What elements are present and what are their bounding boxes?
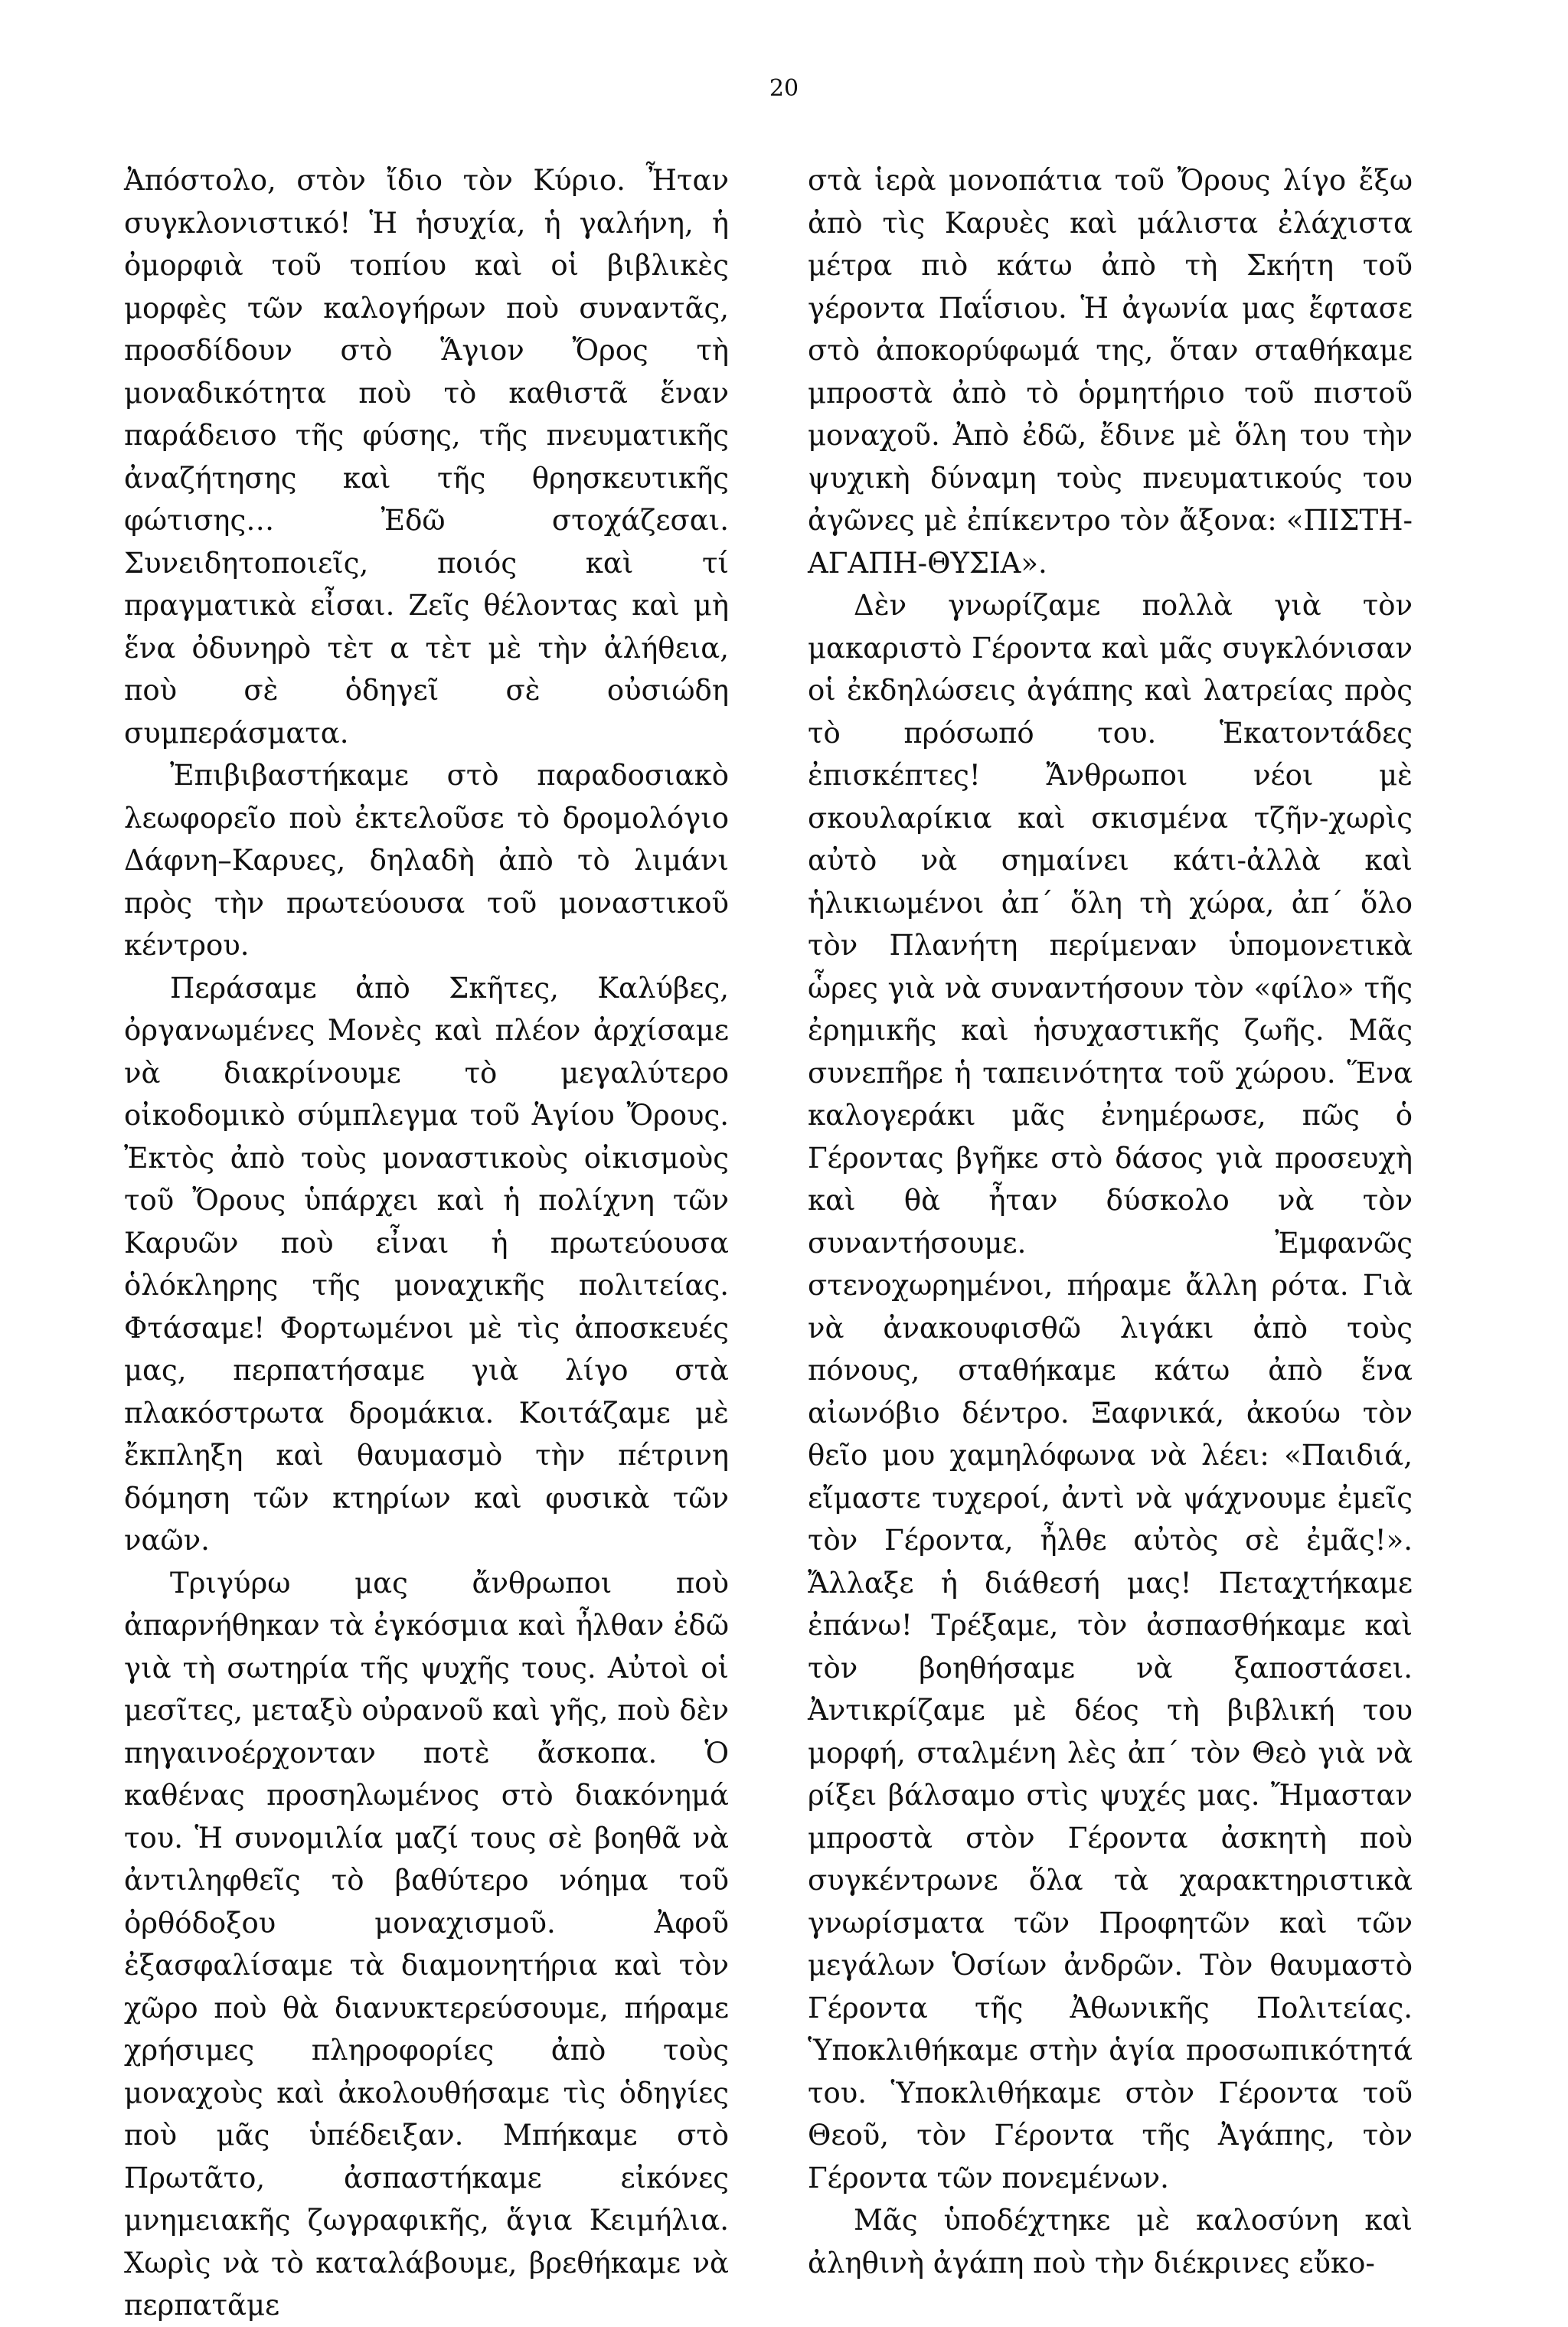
left-column [124, 159, 729, 2327]
page-number: 20 [769, 75, 799, 102]
paragraph: Μᾶς ὑποδέχτηκε μὲ καλοσύνη καὶ ἀληθινὴ ἀγάπη ποὺ τὴν διέκρινες εὔκο- [808, 2204, 1413, 2280]
paragraph: Περάσαμε ἀπὸ Σκῆτες, Καλύβες, ὀργανωμένες Μονὲς καὶ πλέον ἀρχίσαμε νὰ διακρίνουμε τὸ μεγαλύτερο οἰκοδομικὸ σύμπλεγμα τοῦ Ἁγίου Ὄρους. Ἐκτὸς ἀπὸ τοὺς μοναστικοὺς οἰκισμοὺς τοῦ Ὄρους ὑπάρχει καὶ ἡ πολίχνη τῶν Καρυῶν ποὺ εἶναι ἡ πρωτεύουσα ὁλόκληρης τῆς μοναχικῆς πολιτείας. Φτάσαμε! Φορτωμένοι μὲ τὶς ἀποσκευές μας, περπατήσαμε γιὰ λίγο στὰ πλακόστρωτα δρομάκια. Κοιτάζαμε μὲ ἔκπληξη καὶ θαυμασμὸ τὴν πέτρινη δόμηση τῶν κτηρίων καὶ φυσικὰ τῶν ναῶν. [124, 971, 729, 1557]
paragraph: στὰ ἱερὰ μονοπάτια τοῦ Ὄρους λίγο ἔξω ἀπὸ τὶς Καρυὲς καὶ μάλιστα ἐλάχιστα μέτρα πιὸ κάτω ἀπὸ τὴ Σκήτη τοῦ γέροντα Παΐσιου. Ἡ ἀγωνία μας ἔφτασε στὸ ἀποκορύφωμά της, ὅταν σταθήκαμε μπροστὰ ἀπὸ τὸ ὁρμητήριο τοῦ πιστοῦ μοναχοῦ. Ἀπὸ ἐδῶ, ἔδινε μὲ ὅλη του τὴν ψυχικὴ δύναμη τοὺς πνευματικούς του ἀγῶνες μὲ ἐπίκεντρο τὸν ἄξονα: «ΠΙΣΤΗ-ΑΓΑΠΗ-ΘΥΣΙΑ». [808, 164, 1413, 580]
paragraph: Ἐπιβιβαστήκαμε στὸ παραδοσιακὸ λεωφορεῖο ποὺ ἐκτελοῦσε τὸ δρομολόγιο Δάφνη–Καρυες, δηλαδὴ ἀπὸ τὸ λιμάνι πρὸς τὴν πρωτεύουσα τοῦ μοναστικοῦ κέντρου. [124, 759, 729, 962]
paragraph: Δὲν γνωρίζαμε πολλὰ γιὰ τὸν μακαριστὸ Γέροντα καὶ μᾶς συγκλόνισαν οἱ ἐκδηλώσεις ἀγάπης καὶ λατρείας πρὸς τὸ πρόσωπό του. Ἑκατοντάδες ἐπισκέπτες! Ἄνθρωποι νέοι μὲ σκουλαρίκια καὶ σκισμένα τζῆν-χωρὶς αὐτὸ νὰ σημαίνει κάτι-ἀλλὰ καὶ ἡλικιωμένοι ἀπ΄ ὅλη τὴ χώρα, ἀπ΄ ὅλο τὸν Πλανήτη περίμεναν ὑπομονετικὰ ὧρες γιὰ νὰ συναντήσουν τὸν «φίλο» τῆς ἐρημικῆς καὶ ἡσυχαστικῆς ζωῆς. Μᾶς συνεπῆρε ἡ ταπεινότητα τοῦ χώρου. Ἕνα καλογεράκι μᾶς ἐνημέρωσε, πῶς ὁ Γέροντας βγῆκε στὸ δάσος γιὰ προσευχὴ καὶ θὰ ἦταν δύσκολο νὰ τὸν συναντήσουμε. Ἐμφανῶς στενοχωρημένοι, πήραμε ἄλλη ρότα. Γιὰ νὰ ἀνακουφισθῶ λιγάκι ἀπὸ τοὺς πόνους, σταθήκαμε κάτω ἀπὸ ἕνα αἰωνόβιο δέντρο. Ξαφνικά, ἀκούω τὸν θεῖο μου χαμηλόφωνα νὰ λέει: «Παιδιά, εἴμαστε τυχεροί, ἀντὶ νὰ ψάχνουμε ἐμεῖς τὸν Γέροντα, ἦλθε αὐτὸς σὲ ἐμᾶς!». Ἄλλαξε ἡ διάθεσή μας! Πεταχτήκαμε ἐπάνω! Τρέξαμε, τὸν ἀσπασθήκαμε καὶ τὸν βοηθήσαμε νὰ ξαποστάσει. Ἀντικρίζαμε μὲ δέος τὴ βιβλική του μορφή, σταλμένη λὲς ἀπ΄ τὸν Θεὸ γιὰ νὰ ρίξει βάλσαμο στὶς ψυχές μας. Ἤμασταν μπροστὰ στὸν Γέροντα ἀσκητὴ ποὺ συγκέντρωνε ὅλα τὰ χαρακτηριστικὰ γνωρίσματα τῶν Προφητῶν καὶ τῶν μεγάλων Ὁσίων ἀνδρῶν. Τὸν θαυμαστὸ Γέροντα τῆς Ἀθωνικῆς Πολιτείας. Ὑποκλιθήκαμε στὴν ἁγία προσωπικότητά του. Ὑποκλιθήκαμε στὸν Γέροντα τοῦ Θεοῦ, τὸν Γέροντα τῆς Ἀγάπης, τὸν Γέροντα τῶν πονεμένων. [808, 589, 1413, 2195]
paragraph: Τριγύρω μας ἄνθρωποι ποὺ ἀπαρνήθηκαν τὰ ἐγκόσμια καὶ ἦλθαν ἐδῶ γιὰ τὴ σωτηρία τῆς ψυχῆς τους. Αὐτοὶ οἱ μεσῖτες, μεταξὺ οὐρανοῦ καὶ γῆς, ποὺ δὲν πηγαινοέρχονταν ποτὲ ἄσκοπα. Ὁ καθένας προσηλωμένος στὸ διακόνημά του. Ἡ συνομιλία μαζί τους σὲ βοηθᾶ νὰ ἀντιληφθεῖς τὸ βαθύτερο νόημα τοῦ ὀρθόδοξου μοναχισμοῦ. Ἀφοῦ ἐξασφαλίσαμε τὰ διαμονητήρια καὶ τὸν χῶρο ποὺ θὰ διανυκτερεύσουμε, πήραμε χρήσιμες πληροφορίες ἀπὸ τοὺς μοναχοὺς καὶ ἀκολουθήσαμε τὶς ὁδηγίες ποὺ μᾶς ὑπέδειξαν. Μπήκαμε στὸ Πρωτᾶτο, ἀσπαστήκαμε εἰκόνες μνημειακῆς ζωγραφικῆς, ἅγια Κειμήλια. Χωρὶς νὰ τὸ καταλάβουμε, βρεθήκαμε νὰ περπατᾶμε [124, 1566, 729, 2322]
right-column [808, 159, 1413, 2284]
paragraph: Ἀπόστολο, στὸν ἴδιο τὸν Κύριο. Ἦταν συγκλονιστικό! Ἡ ἡσυχία, ἡ γαλήνη, ἡ ὀμορφιὰ τοῦ τοπίου καὶ οἱ βιβλικὲς μορφὲς τῶν καλογήρων ποὺ συναντᾶς, προσδίδουν στὸ Ἅγιον Ὄρος τὴ μοναδικότητα ποὺ τὸ καθιστᾶ ἕναν παράδεισο τῆς φύσης, τῆς πνευματικῆς ἀναζήτησης καὶ τῆς θρησκευτικῆς φώτισης… Ἐδῶ στοχάζεσαι. Συνειδητοποιεῖς, ποιός καὶ τί πραγματικὰ εἶσαι. Ζεῖς θέλοντας καὶ μὴ ἕνα ὀδυνηρὸ τὲτ α τὲτ μὲ τὴν ἀλήθεια, ποὺ σὲ ὁδηγεῖ σὲ οὐσιώδη συμπεράσματα. [124, 164, 729, 750]
